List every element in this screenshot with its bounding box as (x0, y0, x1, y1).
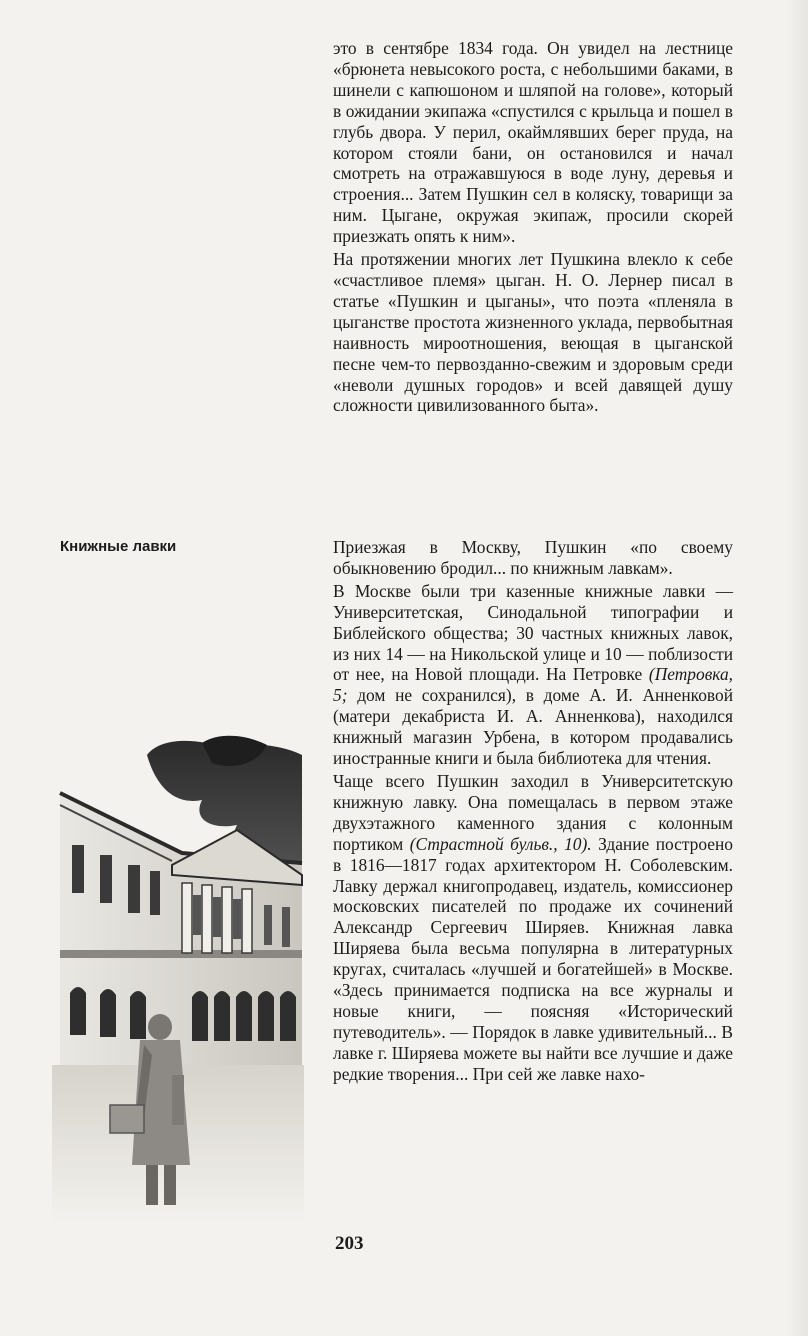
address-petrovka: (Петровка, 5; (333, 664, 733, 706)
address-strastnoy: (Страстной бульв., 10). (409, 833, 592, 854)
page-number: 203 (335, 1233, 364, 1254)
section-heading-bookshops: Книжные лавки (60, 538, 177, 555)
page-edge-shadow (786, 0, 808, 1336)
text-column-top (333, 38, 733, 416)
paragraph-gypsies-lerner: На протяжении многих лет Пушкина влекло к себе «счастливое племя» цыган. Н. О. Лернер писал в статье «Пушкин и цыганы», что поэта «пленяла в цыганстве простота жизненного уклада, первобытная наивность мироотношения, веющая в цыганской песне чем-то первозданно-свежим и здоровым среди «неволи душных городов» и всей давящей душу сложности цивилизованного быта». (333, 249, 733, 416)
paragraph-university-shop: Чаще всего Пушкин заходил в Университетскую книжную лавку. Она помещалась в первом этаже двухэтажного каменного здания с колонным портиком (Страстной бульв., 10). Здание построено в 1816—1817 годах архитектором Н. Соболевским. Лавку держал книгопродавец, издатель, комиссионер московских писателей по продаже их сочинений Александр Сергеевич Ширяев. Книжная лавка Ширяева была весьма популярна в литературных кругах, считалась «лучшей и богатейшей» в Москве. «Здесь принимается подписка на все журналы и новые книги, — поясняя «Исторический путеводитель». — Порядок в лавке удивительный... В лавке г. Ширяева можете вы найти все лучшие и даже редкие творения... При сей же лавке нахо- (333, 770, 733, 1084)
paragraph-moscow-shops: В Москве были три казенные книжные лавки — Университетская, Синодальной типографии и Библейского общества; 30 частных книжных лавок, из них 14 — на Никольской улице и 10 — поблизости от нее, на Новой площади. На Петровке (Петровка, 5; дом не сохранился), в доме А. И. Анненковой (матери декабриста И. А. Анненкова), находился книжный магазин Урбена, в котором продавались иностранные книги и была библиотека для чтения. (333, 580, 733, 769)
building-illustration (52, 735, 304, 1225)
paragraph-bookshops-intro: Приезжая в Москву, Пушкин «по своему обыкновению бродил... по книжным лавкам». (333, 537, 733, 578)
paragraph-gypsies-night: это в сентябре 1834 года. Он увидел на лестнице «брюнета невысокого роста, с небольшими баками, в шинели с капюшоном и шляпой на голове», который в ожидании экипажа «спустился с крыльца и пошел в глубь двора. У перил, окаймлявших берег пруда, на котором стояли бани, он остановился и начал смотреть на отражавшуюся в воде луну, деревья и строения... Затем Пушкин сел в коляску, товарищи за ним. Цыгане, окружая экипаж, просили скорей приезжать опять к ним». (333, 38, 733, 247)
text-column-bookshops (333, 537, 733, 1085)
